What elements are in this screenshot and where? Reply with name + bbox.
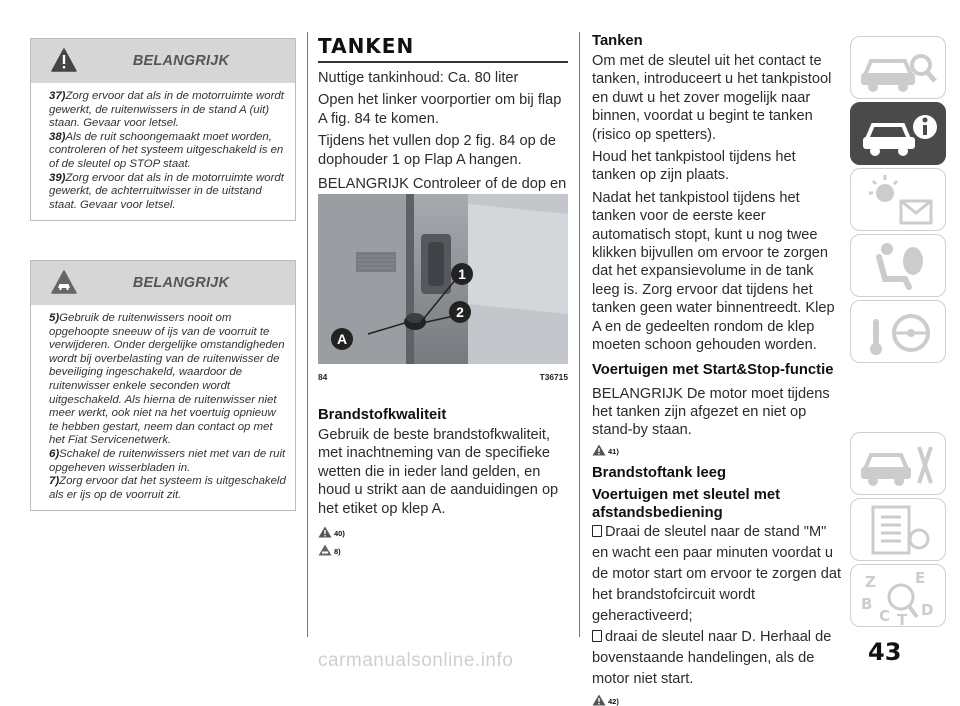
seat-airbag-icon (851, 235, 947, 298)
paragraph: Nuttige tankinhoud: Ca. 80 liter (318, 70, 519, 86)
warning-light-message-icon (851, 169, 947, 232)
note-item: 5)Gebruik de ruitenwissers nooit om opgehoopte sneeuw of ijs van de voorruit te verwijderen. Onder dergelijke omstandigheden wordt bij overbelasting van de ruitenwisser de beveiliging ingeschakeld, waardoor de ruitenwisser enkele seconden wordt uitgeschakeld. Als hierna de ruitenwisser niet meer werkt, ook niet na het voertuig opnieuw te hebben gestart, neem dan contact op met het Fiat Servicenetwerk. (49, 312, 285, 447)
warning-triangle-icon (592, 694, 606, 706)
car-info-icon (851, 103, 947, 166)
sidebar-tab-maintenance[interactable] (850, 432, 946, 495)
warning-box-header (31, 39, 295, 83)
page-number: 43 (868, 638, 902, 666)
svg-text:B: B (861, 595, 873, 613)
car-damage-warning-icon (318, 544, 332, 556)
figure-callout-a: A (336, 331, 348, 347)
warning-box-wipers-1 (30, 38, 296, 221)
paragraph: Om met de sleutel uit het contact te tanken, introduceert u het tankpistool en duwt u het zover mogelijk naar binnen, voordat u begint te tanken (risico op spetters). (592, 53, 832, 143)
reference-note: 42) (592, 694, 842, 706)
figure-callout-2: 2 (456, 304, 464, 320)
sidebar-tab-technical-data[interactable] (850, 498, 946, 561)
paragraph: BELANGRIJK Controleer of de dop en (318, 176, 567, 193)
paragraph: Houd het tankpistool tijdens het tanken op zijn plaats. (592, 149, 796, 184)
svg-text:Z: Z (865, 573, 876, 591)
paragraph: Open het linker voorportier om bij flap A fig. 84 te komen. (318, 92, 562, 127)
svg-text:T: T (897, 611, 908, 629)
car-tools-icon (851, 433, 947, 496)
note-item: 6)Schakel de ruitenwissers niet met van de ruit opgeheven wisserbladen in. (49, 447, 286, 474)
svg-text:C: C (879, 607, 891, 625)
fuel-quality-section (318, 406, 568, 556)
sidebar-tab-warning-lights[interactable] (850, 168, 946, 231)
warning-box-header (31, 261, 295, 305)
watermark-text: carmanualsonline.info (318, 650, 514, 671)
alphabetical-index-icon (851, 565, 947, 628)
warning-triangle-icon (592, 444, 606, 456)
paragraph: Tijdens het vullen dop 2 fig. 84 op de dophouder 1 op Flap A hangen. (318, 133, 556, 168)
section-title-rule (318, 61, 568, 63)
warning-triangle-icon (318, 526, 332, 538)
note-item: 39)Zorg ervoor dat als in de motorruimte wordt gewerkt, de achterruitwisser in de uitstand staat. Gevaar voor letsel. (49, 171, 284, 211)
refuelling-procedure (592, 32, 842, 706)
paragraph: Gebruik de beste brandstofkwaliteit, met inachtneming van de specifieke wetten die in ieder land gelden, en houd u strikt aan de aanduidingen op het etiket op klep A. (318, 427, 559, 517)
warning-box-title: BELANGRIJK (132, 53, 230, 69)
reference-note: 41) (592, 444, 842, 456)
section-title: TANKEN (318, 34, 415, 58)
subheading: Tanken (592, 33, 643, 49)
warning-box-title: BELANGRIJK (132, 275, 230, 291)
warning-box-content (31, 305, 295, 510)
subheading: Voertuigen met Start&Stop-functie (592, 361, 834, 378)
sidebar-tab-index[interactable] (850, 564, 946, 627)
checkbox-bullet-icon (592, 630, 602, 642)
warning-box-wipers-2 (30, 260, 296, 511)
note-item: 37)Zorg ervoor dat als in de motorruimte wordt gewerkt, de ruitenwissers in de stand A (uit) staan. Gevaar voor letsel. (49, 90, 284, 130)
subheading: Brandstofkwaliteit (318, 407, 447, 423)
column-divider (307, 32, 308, 637)
figure-caption (318, 372, 568, 382)
reference-note: 8) (318, 544, 568, 556)
sidebar-tab-knowing-vehicle[interactable] (850, 102, 946, 165)
figure-code: T36715 (539, 372, 568, 382)
paragraph: Nadat het tankpistool tijdens het tanken voor de eerste keer automatisch stopt, kunt u nog twee klikken bijvullen om ervoor te zorgen dat het expansievolume in de tank leeg is. Zorg ervoor dat tijdens het tanken geen water binnentreedt. Klep A en de gedeelten rondom de klep moeten schoon gehouden worden. (592, 189, 835, 354)
reference-note: 40) (318, 526, 568, 538)
fuel-flap-figure (318, 194, 568, 390)
paragraph: BELANGRIJK De motor moet tijdens het tanken zijn afgezet en niet op stand-by staan. (592, 385, 830, 439)
key-steering-wheel-icon (851, 301, 947, 364)
sidebar-tab-safety[interactable] (850, 234, 946, 297)
procedure-step: draai de sleutel naar D. Herhaal de bovenstaande handelingen, als de motor niet start. (592, 628, 832, 687)
warning-box-content (31, 83, 295, 220)
subheading: Voertuigen met sleutel met afstandsbediening (592, 486, 781, 521)
svg-text:D: D (921, 601, 934, 619)
sidebar-tab-starting-driving[interactable] (850, 300, 946, 363)
checkbox-bullet-icon (592, 525, 602, 537)
figure-callout-1: 1 (458, 266, 466, 282)
checklist-icon (851, 499, 947, 562)
sidebar-tab-dashboard[interactable] (850, 36, 946, 99)
refuelling-section (318, 34, 568, 212)
car-search-icon (851, 37, 947, 100)
note-item: 38)Als de ruit schoongemaakt moet worden, controleren of het systeem uitgeschakeld is en of de sleutel op STOP staat. (49, 130, 284, 170)
note-item: 7)Zorg ervoor dat het systeem is uitgeschakeld als er ijs op de voorruit zit. (49, 475, 286, 501)
procedure-step: Draai de sleutel naar de stand "M" en wacht een paar minuten voordat u de motor start om ervoor te zorgen dat het brandstofcircuit wordt geheractiveerd; (592, 523, 842, 624)
subheading: Brandstoftank leeg (592, 464, 727, 481)
figure-number: 84 (318, 372, 328, 382)
column-divider (579, 32, 580, 637)
svg-text:E: E (915, 569, 926, 587)
